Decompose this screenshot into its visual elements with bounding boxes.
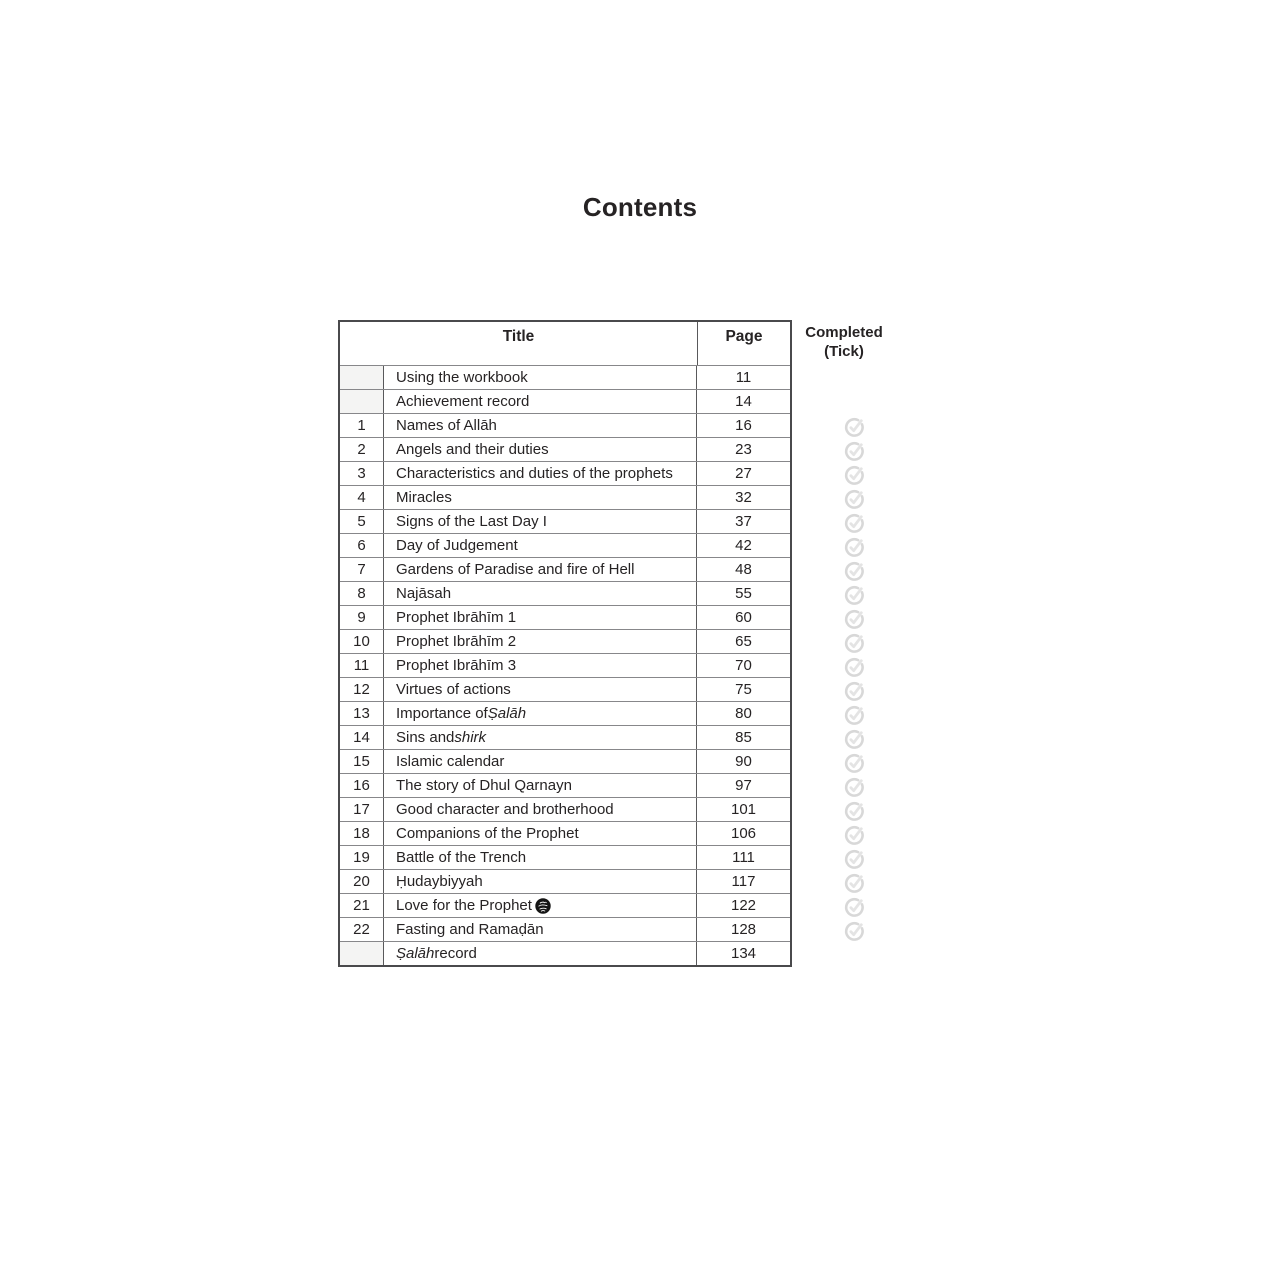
chapter-number-cell: 4	[340, 486, 384, 509]
chapter-number-cell: 7	[340, 558, 384, 581]
chapter-number-cell: 13	[340, 702, 384, 725]
tick-slot	[844, 367, 865, 391]
chapter-number-cell: 2	[340, 438, 384, 461]
page-number-cell: 70	[696, 654, 790, 677]
page-number-cell: 97	[696, 774, 790, 797]
page-number-cell: 48	[696, 558, 790, 581]
chapter-number-cell: 3	[340, 462, 384, 485]
chapter-number-cell	[340, 942, 384, 965]
chapter-title-text: Good character and brotherhood	[396, 801, 614, 818]
table-row	[340, 557, 790, 581]
chapter-title-cell	[384, 798, 696, 821]
tick-circle-icon	[844, 417, 865, 438]
page-column-header: Page	[697, 322, 790, 365]
page-number-cell: 122	[696, 894, 790, 917]
table-row	[340, 941, 790, 965]
chapter-title-cell	[384, 582, 696, 605]
tick-slot	[844, 823, 865, 847]
chapter-title-text: Islamic calendar	[396, 753, 505, 770]
tick-slot	[844, 631, 865, 655]
table-row	[340, 653, 790, 677]
chapter-number-cell: 8	[340, 582, 384, 605]
page-number-cell: 80	[696, 702, 790, 725]
tick-circle-icon	[844, 441, 865, 462]
chapter-title-text: Najāsah	[396, 585, 452, 602]
chapter-title-cell	[384, 846, 696, 869]
page-number-cell: 90	[696, 750, 790, 773]
page-number-cell: 23	[696, 438, 790, 461]
tick-slot	[844, 847, 865, 871]
page-number-cell: 37	[696, 510, 790, 533]
chapter-title-text: Fasting and Ramaḍān	[396, 921, 544, 938]
tick-circle-icon	[844, 609, 865, 630]
tick-slot	[844, 607, 865, 631]
tick-slot	[844, 511, 865, 535]
tick-slot	[844, 559, 865, 583]
contents-table	[338, 320, 792, 967]
tick-slot	[844, 919, 865, 943]
chapter-title-cell	[384, 726, 696, 749]
table-row	[340, 509, 790, 533]
page-number-cell: 128	[696, 918, 790, 941]
chapter-title-text: Gardens of Paradise and fire of Hell	[396, 561, 635, 578]
tick-slot	[844, 487, 865, 511]
table-row	[340, 437, 790, 461]
table-row	[340, 629, 790, 653]
page-number-cell: 11	[696, 366, 790, 389]
chapter-title-cell	[384, 510, 696, 533]
table-row	[340, 485, 790, 509]
tick-column	[844, 367, 865, 967]
chapter-title-cell	[384, 894, 696, 917]
chapter-number-cell: 14	[340, 726, 384, 749]
tick-circle-icon	[844, 513, 865, 534]
chapter-title-cell	[384, 486, 696, 509]
tick-slot	[844, 799, 865, 823]
tick-circle-icon	[844, 753, 865, 774]
chapter-number-cell	[340, 366, 384, 389]
chapter-title-cell	[384, 462, 696, 485]
tick-circle-icon	[844, 921, 865, 942]
table-row	[340, 365, 790, 389]
tick-circle-icon	[844, 465, 865, 486]
tick-circle-icon	[844, 849, 865, 870]
tick-circle-icon	[844, 681, 865, 702]
page-number-cell: 75	[696, 678, 790, 701]
table-row	[340, 533, 790, 557]
page-number-cell: 14	[696, 390, 790, 413]
tick-circle-icon	[844, 633, 865, 654]
chapter-title-cell	[384, 630, 696, 653]
chapter-number-cell: 10	[340, 630, 384, 653]
chapter-number-cell: 6	[340, 534, 384, 557]
chapter-title-text: Prophet Ibrāhīm 1	[396, 609, 517, 626]
chapter-number-cell: 11	[340, 654, 384, 677]
chapter-title-text: Using the workbook	[396, 369, 528, 386]
page-number-cell: 60	[696, 606, 790, 629]
tick-slot	[844, 727, 865, 751]
chapter-title-text: Achievement record	[396, 393, 530, 410]
page-number-cell: 32	[696, 486, 790, 509]
tick-circle-icon	[844, 585, 865, 606]
tick-circle-icon	[844, 705, 865, 726]
chapter-number-cell: 16	[340, 774, 384, 797]
chapter-title-cell	[384, 774, 696, 797]
tick-slot	[844, 895, 865, 919]
tick-slot	[844, 439, 865, 463]
chapter-title-cell	[384, 558, 696, 581]
chapter-title-text: shirk	[454, 729, 487, 746]
chapter-title-text: Day of Judgement	[396, 537, 518, 554]
tick-slot	[844, 655, 865, 679]
chapter-number-cell: 1	[340, 414, 384, 437]
chapter-title-text: Ḥudaybiyyah	[396, 873, 483, 890]
chapter-title-text: Names of Allāh	[396, 417, 497, 434]
chapter-title-cell	[384, 822, 696, 845]
chapter-title-cell	[384, 702, 696, 725]
page-number-cell: 16	[696, 414, 790, 437]
page-title: Contents	[582, 192, 698, 222]
chapter-number-cell: 19	[340, 846, 384, 869]
page-number-cell: 55	[696, 582, 790, 605]
table-row	[340, 605, 790, 629]
page-number-cell: 85	[696, 726, 790, 749]
tick-slot	[844, 583, 865, 607]
tick-slot	[844, 871, 865, 895]
chapter-title-cell	[384, 606, 696, 629]
table-row	[340, 461, 790, 485]
chapter-number-cell: 22	[340, 918, 384, 941]
table-body	[340, 365, 790, 965]
chapter-title-text: Angels and their duties	[396, 441, 549, 458]
chapter-number-cell: 20	[340, 870, 384, 893]
chapter-number-cell: 17	[340, 798, 384, 821]
prophet-honorific-icon	[535, 898, 551, 914]
chapter-title-cell	[384, 654, 696, 677]
tick-circle-icon	[844, 729, 865, 750]
chapter-title-text: Importance of	[396, 705, 488, 722]
page-number-cell: 42	[696, 534, 790, 557]
chapter-number-cell: 15	[340, 750, 384, 773]
chapter-number-cell: 9	[340, 606, 384, 629]
page-number-cell: 134	[696, 942, 790, 965]
chapter-title-text: Signs of the Last Day I	[396, 513, 547, 530]
tick-slot	[844, 415, 865, 439]
tick-circle-icon	[844, 657, 865, 678]
chapter-title-text: Prophet Ibrāhīm 2	[396, 633, 517, 650]
chapter-title-cell	[384, 918, 696, 941]
table-row	[340, 413, 790, 437]
tick-slot	[844, 391, 865, 415]
table-row	[340, 797, 790, 821]
table-header-row	[340, 322, 790, 365]
table-row	[340, 725, 790, 749]
chapter-title-text: Love for the Prophet	[396, 897, 532, 914]
table-row	[340, 389, 790, 413]
table-row	[340, 893, 790, 917]
chapter-title-cell	[384, 414, 696, 437]
page-number-cell: 111	[696, 846, 790, 869]
tick-circle-icon	[844, 777, 865, 798]
table-row	[340, 917, 790, 941]
table-row	[340, 701, 790, 725]
chapter-title-text: Prophet Ibrāhīm 3	[396, 657, 517, 674]
tick-circle-icon	[844, 537, 865, 558]
table-row	[340, 677, 790, 701]
table-row	[340, 845, 790, 869]
chapter-number-cell: 18	[340, 822, 384, 845]
chapter-number-cell: 5	[340, 510, 384, 533]
chapter-title-cell	[384, 750, 696, 773]
tick-circle-icon	[844, 561, 865, 582]
chapter-title-cell	[384, 438, 696, 461]
page-number-cell: 27	[696, 462, 790, 485]
chapter-number-cell: 12	[340, 678, 384, 701]
chapter-title-cell	[384, 534, 696, 557]
tick-circle-icon	[844, 897, 865, 918]
tick-slot	[844, 535, 865, 559]
completed-header-line2: (Tick)	[824, 343, 864, 360]
chapter-title-text: The story of Dhul Qarnayn	[396, 777, 572, 794]
tick-circle-icon	[844, 801, 865, 822]
tick-slot	[844, 679, 865, 703]
table-row	[340, 821, 790, 845]
chapter-title-cell	[384, 870, 696, 893]
title-column-header: Title	[502, 328, 535, 345]
chapter-title-text: Companions of the Prophet	[396, 825, 579, 842]
chapter-title-text: Sins and	[396, 729, 455, 746]
chapter-title-cell	[384, 678, 696, 701]
chapter-title-text: record	[434, 945, 477, 962]
table-row	[340, 869, 790, 893]
tick-slot	[844, 943, 865, 967]
page-number-cell: 101	[696, 798, 790, 821]
page-number-cell: 106	[696, 822, 790, 845]
chapter-title-text: Virtues of actions	[396, 681, 511, 698]
tick-slot	[844, 463, 865, 487]
chapter-title-text: Ṣalāh	[396, 945, 435, 962]
tick-circle-icon	[844, 873, 865, 894]
table-row	[340, 773, 790, 797]
page-number-cell: 65	[696, 630, 790, 653]
chapter-title-text: Battle of the Trench	[396, 849, 527, 866]
tick-slot	[844, 751, 865, 775]
page-number-cell: 117	[696, 870, 790, 893]
completed-column-header	[798, 323, 890, 361]
chapter-number-cell	[340, 390, 384, 413]
chapter-title-text: Characteristics and duties of the prophets	[396, 465, 673, 482]
completed-header-line1: Completed	[805, 324, 883, 341]
chapter-title-cell	[384, 366, 696, 389]
table-row	[340, 749, 790, 773]
tick-slot	[844, 703, 865, 727]
chapter-number-cell: 21	[340, 894, 384, 917]
chapter-title-cell	[384, 942, 696, 965]
chapter-title-text: Miracles	[396, 489, 452, 506]
chapter-title-cell	[384, 390, 696, 413]
table-row	[340, 581, 790, 605]
tick-slot	[844, 775, 865, 799]
chapter-title-text: Ṣalāh	[487, 705, 527, 722]
tick-circle-icon	[844, 825, 865, 846]
tick-circle-icon	[844, 489, 865, 510]
